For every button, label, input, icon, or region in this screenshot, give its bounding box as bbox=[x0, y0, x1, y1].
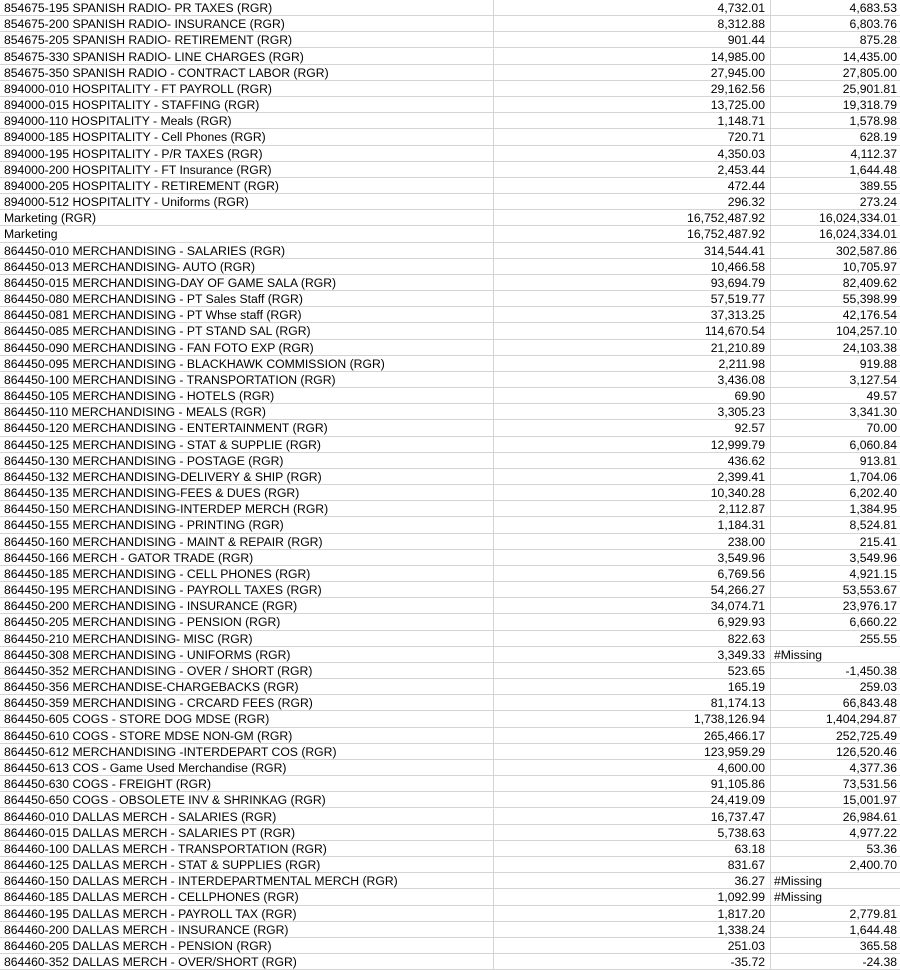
account-label-cell[interactable]: 864450-612 MERCHANDISING -INTERDEPART COS (RGR) bbox=[0, 744, 494, 759]
value-cell-col1[interactable]: 720.71 bbox=[494, 129, 771, 144]
table-row bbox=[0, 97, 900, 113]
table-row bbox=[0, 631, 900, 647]
table-row bbox=[0, 598, 900, 614]
value-cell-col1[interactable]: 13,725.00 bbox=[494, 97, 771, 112]
table-row bbox=[0, 760, 900, 776]
value-cell-col2[interactable]: 919.88 bbox=[859, 356, 897, 371]
table-row bbox=[0, 857, 900, 873]
account-label-cell[interactable]: 894000-195 HOSPITALITY - P/R TAXES (RGR) bbox=[0, 146, 494, 161]
account-label-cell[interactable]: 894000-512 HOSPITALITY - Uniforms (RGR) bbox=[0, 194, 494, 209]
value-cell-col1[interactable]: 3,305.23 bbox=[494, 404, 771, 419]
account-label-cell[interactable]: 864460-195 DALLAS MERCH - PAYROLL TAX (RGR) bbox=[0, 906, 494, 921]
table-row bbox=[0, 582, 900, 598]
value-cell-col2[interactable]: 23,976.17 bbox=[842, 599, 897, 614]
value-cell-col2[interactable]: 4,112.37 bbox=[850, 146, 897, 161]
table-row bbox=[0, 711, 900, 727]
value-cell-col2[interactable]: 875.28 bbox=[859, 33, 897, 48]
table-row bbox=[0, 776, 900, 792]
value-cell-col1[interactable]: 63.18 bbox=[494, 841, 771, 856]
value-cell-col2[interactable]: 53,553.67 bbox=[842, 583, 897, 598]
value-cell-col1[interactable]: 8,312.88 bbox=[494, 16, 771, 31]
account-label-cell[interactable]: 864450-200 MERCHANDISING - INSURANCE (RGR) bbox=[0, 598, 494, 613]
account-label-cell[interactable]: 894000-185 HOSPITALITY - Cell Phones (RGR) bbox=[0, 129, 494, 144]
table-row bbox=[0, 49, 900, 65]
value-cell-col1[interactable]: 1,184.31 bbox=[494, 517, 771, 532]
value-cell-col2[interactable]: 3,127.54 bbox=[849, 372, 897, 387]
value-cell-col2[interactable]: 4,921.15 bbox=[849, 566, 897, 581]
account-label-cell[interactable]: 894000-205 HOSPITALITY - RETIREMENT (RGR) bbox=[0, 178, 494, 193]
account-label-cell[interactable]: 864450-308 MERCHANDISING - UNIFORMS (RGR) bbox=[0, 647, 494, 662]
value-cell-col1[interactable]: 238.00 bbox=[494, 534, 771, 549]
account-label-cell[interactable]: 864450-080 MERCHANDISING - PT Sales Staff (RGR) bbox=[0, 291, 494, 306]
table-row bbox=[0, 323, 900, 339]
value-cell-col2[interactable]: 6,660.22 bbox=[849, 615, 897, 630]
value-cell-col2[interactable]: 2,400.70 bbox=[849, 858, 897, 872]
value-cell-col1[interactable]: 523.65 bbox=[494, 663, 771, 678]
value-cell-col2[interactable]: 259.03 bbox=[859, 680, 897, 695]
value-cell-col2[interactable]: 26,984.61 bbox=[842, 809, 897, 824]
table-row bbox=[0, 420, 900, 436]
table-row bbox=[0, 825, 900, 841]
value-cell-col1[interactable]: 296.32 bbox=[494, 194, 771, 209]
value-cell-col2[interactable]: 1,578.98 bbox=[849, 114, 897, 129]
value-cell-col2[interactable]: 14,435.00 bbox=[842, 49, 897, 64]
value-cell-col1[interactable]: 92.57 bbox=[494, 420, 771, 435]
value-cell-col1[interactable]: 831.67 bbox=[494, 857, 771, 872]
table-row bbox=[0, 129, 900, 145]
value-cell-col1[interactable]: 6,769.56 bbox=[494, 566, 771, 581]
table-row bbox=[0, 113, 900, 129]
value-cell-col1[interactable]: 1,092.99 bbox=[494, 889, 771, 904]
value-cell-col1[interactable]: 1,738,126.94 bbox=[494, 711, 771, 726]
value-cell-col1[interactable]: 10,340.28 bbox=[494, 485, 771, 500]
account-label-cell[interactable]: 864450-100 MERCHANDISING - TRANSPORTATION (RGR) bbox=[0, 372, 494, 387]
value-cell-col1[interactable]: 16,752,487.92 bbox=[494, 226, 771, 241]
value-cell-col1[interactable]: -35.72 bbox=[494, 954, 771, 969]
table-row bbox=[0, 210, 900, 226]
account-label-cell[interactable]: 864450-352 MERCHANDISING - OVER / SHORT (RGR) bbox=[0, 663, 494, 678]
value-cell-col2[interactable]: 49.57 bbox=[866, 389, 897, 404]
account-label-cell[interactable]: 864450-630 COGS - FREIGHT (RGR) bbox=[0, 776, 494, 791]
value-cell-col1[interactable]: 1,817.20 bbox=[494, 906, 771, 921]
table-row bbox=[0, 32, 900, 48]
value-cell-col2[interactable]: 42,176.54 bbox=[842, 308, 897, 323]
table-row bbox=[0, 906, 900, 922]
value-cell-col2[interactable]: 27,805.00 bbox=[842, 65, 897, 80]
table-row bbox=[0, 954, 900, 970]
table-row bbox=[0, 81, 900, 97]
value-cell-col1[interactable]: 91,105.86 bbox=[494, 776, 771, 791]
value-cell-col1[interactable]: 4,732.01 bbox=[494, 0, 771, 15]
value-cell-col2[interactable]: 215.41 bbox=[859, 534, 897, 549]
value-cell-col1[interactable]: 69.90 bbox=[494, 388, 771, 403]
account-label-cell[interactable]: 864460-205 DALLAS MERCH - PENSION (RGR) bbox=[0, 938, 494, 953]
table-row bbox=[0, 275, 900, 291]
table-row bbox=[0, 679, 900, 695]
account-label-cell[interactable]: 864450-013 MERCHANDISING- AUTO (RGR) bbox=[0, 259, 494, 274]
value-cell-col2[interactable]: 389.55 bbox=[859, 178, 897, 193]
account-label-cell[interactable]: 894000-015 HOSPITALITY - STAFFING (RGR) bbox=[0, 97, 494, 112]
account-label-cell[interactable]: 864450-155 MERCHANDISING - PRINTING (RGR) bbox=[0, 517, 494, 532]
account-label-cell[interactable]: 854675-350 SPANISH RADIO - CONTRACT LABOR (RGR) bbox=[0, 65, 494, 80]
value-cell-col1[interactable]: 2,399.41 bbox=[494, 469, 771, 484]
account-label-cell[interactable]: 864450-010 MERCHANDISING - SALARIES (RGR) bbox=[0, 243, 494, 258]
value-cell-col1[interactable]: 2,211.98 bbox=[494, 356, 771, 371]
value-cell-col1[interactable]: 36.27 bbox=[494, 873, 771, 888]
value-cell-col2[interactable]: 1,644.48 bbox=[849, 922, 897, 937]
value-cell-col2[interactable]: 16,024,334.01 bbox=[819, 227, 897, 242]
table-row bbox=[0, 259, 900, 275]
value-cell-col2[interactable]: 53.36 bbox=[866, 841, 897, 856]
table-row bbox=[0, 485, 900, 501]
value-cell-col2[interactable]: 126,520.46 bbox=[836, 744, 897, 759]
table-row bbox=[0, 372, 900, 388]
account-label-cell[interactable]: 864460-200 DALLAS MERCH - INSURANCE (RGR) bbox=[0, 922, 494, 937]
account-label-cell[interactable]: Marketing bbox=[0, 226, 494, 241]
value-cell-col1[interactable]: 93,694.79 bbox=[494, 275, 771, 290]
value-cell-col1[interactable]: 12,999.79 bbox=[494, 437, 771, 452]
table-row bbox=[0, 744, 900, 760]
value-cell-col2[interactable]: 1,404,294.87 bbox=[825, 712, 897, 727]
value-cell-col2[interactable]: 365.58 bbox=[859, 938, 897, 953]
table-row bbox=[0, 809, 900, 825]
value-cell-col1[interactable]: 3,436.08 bbox=[494, 372, 771, 387]
table-row bbox=[0, 728, 900, 744]
value-cell-col1[interactable]: 436.62 bbox=[494, 453, 771, 468]
account-label-cell[interactable]: 864450-105 MERCHANDISING - HOTELS (RGR) bbox=[0, 388, 494, 403]
account-label-cell[interactable]: 864450-613 COS - Game Used Merchandise (RGR) bbox=[0, 760, 494, 775]
account-label-cell[interactable]: 864450-605 COGS - STORE DOG MDSE (RGR) bbox=[0, 711, 494, 726]
table-row bbox=[0, 340, 900, 356]
value-cell-col1[interactable]: 1,148.71 bbox=[494, 113, 771, 128]
value-cell-col2[interactable]: 6,202.40 bbox=[849, 486, 897, 501]
table-row bbox=[0, 566, 900, 582]
table-row bbox=[0, 517, 900, 533]
account-label-cell[interactable]: 854675-200 SPANISH RADIO- INSURANCE (RGR) bbox=[0, 16, 494, 31]
account-label-cell[interactable]: 864460-010 DALLAS MERCH - SALARIES (RGR) bbox=[0, 809, 494, 824]
value-cell-col2[interactable]: #Missing bbox=[774, 890, 823, 905]
value-cell-col1[interactable]: 24,419.09 bbox=[494, 792, 771, 807]
table-row bbox=[0, 501, 900, 517]
value-cell-col2[interactable]: 628.19 bbox=[859, 130, 897, 145]
account-label-cell[interactable]: 864460-150 DALLAS MERCH - INTERDEPARTMENTAL MERCH (RGR) bbox=[0, 873, 494, 888]
table-row bbox=[0, 356, 900, 372]
value-cell-col1[interactable]: 472.44 bbox=[494, 178, 771, 193]
value-cell-col2[interactable]: 252,725.49 bbox=[836, 728, 897, 743]
table-row bbox=[0, 0, 900, 16]
value-cell-col1[interactable]: 1,338.24 bbox=[494, 922, 771, 937]
value-cell-col1[interactable]: 16,737.47 bbox=[494, 809, 771, 824]
value-cell-col1[interactable]: 3,549.96 bbox=[494, 550, 771, 565]
table-row bbox=[0, 437, 900, 453]
account-label-cell[interactable]: 864450-160 MERCHANDISING - MAINT & REPAIR (RGR) bbox=[0, 534, 494, 549]
table-row bbox=[0, 663, 900, 679]
value-cell-col2[interactable]: -1,450.38 bbox=[845, 663, 897, 678]
value-cell-col2[interactable]: 82,409.62 bbox=[842, 275, 897, 290]
value-cell-col2[interactable]: 273.24 bbox=[859, 195, 897, 210]
value-cell-col2[interactable]: 24,103.38 bbox=[842, 340, 897, 355]
value-cell-col1[interactable]: 57,519.77 bbox=[494, 291, 771, 306]
table-row bbox=[0, 534, 900, 550]
value-cell-col1[interactable]: 27,945.00 bbox=[494, 65, 771, 80]
account-label-cell[interactable]: 864450-356 MERCHANDISE-CHARGEBACKS (RGR) bbox=[0, 679, 494, 694]
value-cell-col1[interactable]: 4,350.03 bbox=[494, 146, 771, 161]
table-row bbox=[0, 453, 900, 469]
account-label-cell[interactable]: 864450-081 MERCHANDISING - PT Whse staff (RGR) bbox=[0, 307, 494, 322]
value-cell-col1[interactable]: 5,738.63 bbox=[494, 825, 771, 840]
account-label-cell[interactable]: 864460-015 DALLAS MERCH - SALARIES PT (RGR) bbox=[0, 825, 494, 840]
account-label-cell[interactable]: 894000-200 HOSPITALITY - FT Insurance (RGR) bbox=[0, 162, 494, 177]
value-cell-col2[interactable]: #Missing bbox=[774, 647, 823, 662]
value-cell-col1[interactable]: 2,112.87 bbox=[494, 501, 771, 516]
value-cell-col1[interactable]: 3,349.33 bbox=[494, 647, 771, 662]
table-row bbox=[0, 792, 900, 808]
value-cell-col2[interactable]: 8,524.81 bbox=[849, 518, 897, 533]
value-cell-col2[interactable]: 4,977.22 bbox=[849, 825, 897, 840]
account-label-cell[interactable]: 864450-130 MERCHANDISING - POSTAGE (RGR) bbox=[0, 453, 494, 468]
account-label-cell[interactable]: 864450-095 MERCHANDISING - BLACKHAWK COMMISSION (RGR) bbox=[0, 356, 494, 371]
table-row bbox=[0, 938, 900, 954]
account-label-cell[interactable]: 864450-150 MERCHANDISING-INTERDEP MERCH (RGR) bbox=[0, 501, 494, 516]
value-cell-col2[interactable]: 10,705.97 bbox=[842, 259, 897, 274]
value-cell-col2[interactable]: 6,060.84 bbox=[849, 437, 897, 452]
value-cell-col1[interactable]: 81,174.13 bbox=[494, 695, 771, 710]
value-cell-col2[interactable]: 6,803.76 bbox=[849, 17, 897, 32]
table-row bbox=[0, 194, 900, 210]
value-cell-col2[interactable]: 3,549.96 bbox=[849, 550, 897, 565]
value-cell-col1[interactable]: 4,600.00 bbox=[494, 760, 771, 775]
table-row bbox=[0, 695, 900, 711]
account-label-cell[interactable]: 854675-195 SPANISH RADIO- PR TAXES (RGR) bbox=[0, 0, 494, 15]
value-cell-col2[interactable]: 1,384.95 bbox=[849, 502, 897, 517]
table-row bbox=[0, 162, 900, 178]
table-row bbox=[0, 614, 900, 630]
table-row bbox=[0, 291, 900, 307]
value-cell-col2[interactable]: 302,587.86 bbox=[836, 243, 897, 258]
table-row bbox=[0, 647, 900, 663]
account-label-cell[interactable]: 894000-010 HOSPITALITY - FT PAYROLL (RGR) bbox=[0, 81, 494, 96]
value-cell-col2[interactable]: 1,644.48 bbox=[849, 162, 897, 177]
value-cell-col1[interactable]: 901.44 bbox=[494, 32, 771, 47]
value-cell-col2[interactable]: 4,377.36 bbox=[849, 760, 897, 775]
table-row bbox=[0, 65, 900, 81]
account-label-cell[interactable]: 864450-185 MERCHANDISING - CELL PHONES (RGR) bbox=[0, 566, 494, 581]
value-cell-col2[interactable]: 1,704.06 bbox=[849, 469, 897, 484]
table-row bbox=[0, 873, 900, 889]
value-cell-col1[interactable]: 251.03 bbox=[494, 938, 771, 953]
account-label-cell[interactable]: 864460-185 DALLAS MERCH - CELLPHONES (RGR) bbox=[0, 889, 494, 904]
account-label-cell[interactable]: 864450-120 MERCHANDISING - ENTERTAINMENT (RGR) bbox=[0, 420, 494, 435]
table-row bbox=[0, 243, 900, 259]
table-row bbox=[0, 307, 900, 323]
account-label-cell[interactable]: 864460-100 DALLAS MERCH - TRANSPORTATION (RGR) bbox=[0, 841, 494, 856]
value-cell-col2[interactable]: 25,901.81 bbox=[842, 81, 897, 96]
account-label-cell[interactable]: 864450-195 MERCHANDISING - PAYROLL TAXES (RGR) bbox=[0, 582, 494, 597]
table-row bbox=[0, 550, 900, 566]
value-cell-col1[interactable]: 165.19 bbox=[494, 679, 771, 694]
account-label-cell[interactable]: 864450-610 COGS - STORE MDSE NON-GM (RGR) bbox=[0, 728, 494, 743]
value-cell-col2[interactable]: 3,341.30 bbox=[849, 405, 897, 420]
value-cell-col1[interactable]: 2,453.44 bbox=[494, 162, 771, 177]
account-label-cell[interactable]: 864450-085 MERCHANDISING - PT STAND SAL (RGR) bbox=[0, 323, 494, 338]
account-label-cell[interactable]: 864460-125 DALLAS MERCH - STAT & SUPPLIES (RGR) bbox=[0, 857, 494, 872]
account-label-cell[interactable]: 864450-015 MERCHANDISING-DAY OF GAME SALA (RGR) bbox=[0, 275, 494, 290]
value-cell-col1[interactable]: 10,466.58 bbox=[494, 259, 771, 274]
account-label-cell[interactable]: 864450-110 MERCHANDISING - MEALS (RGR) bbox=[0, 404, 494, 419]
value-cell-col1[interactable]: 265,466.17 bbox=[494, 728, 771, 743]
value-cell-col1[interactable]: 37,313.25 bbox=[494, 307, 771, 322]
table-row bbox=[0, 178, 900, 194]
value-cell-col1[interactable]: 314,544.41 bbox=[494, 243, 771, 258]
table-row bbox=[0, 841, 900, 857]
value-cell-col2[interactable]: 16,024,334.01 bbox=[819, 211, 897, 226]
table-row bbox=[0, 388, 900, 404]
table-row bbox=[0, 16, 900, 32]
table-row bbox=[0, 146, 900, 162]
account-label-cell[interactable]: 864450-166 MERCH - GATOR TRADE (RGR) bbox=[0, 550, 494, 565]
account-label-cell[interactable]: 864450-210 MERCHANDISING- MISC (RGR) bbox=[0, 631, 494, 646]
value-cell-col2[interactable]: -24.38 bbox=[862, 955, 897, 970]
account-label-cell[interactable]: 854675-330 SPANISH RADIO- LINE CHARGES (RGR) bbox=[0, 49, 494, 64]
table-row bbox=[0, 404, 900, 420]
account-label-cell[interactable]: 864460-352 DALLAS MERCH - OVER/SHORT (RGR) bbox=[0, 954, 494, 969]
value-cell-col2[interactable]: 19,318.79 bbox=[842, 98, 897, 113]
value-cell-col1[interactable]: 822.63 bbox=[494, 631, 771, 646]
value-cell-col1[interactable]: 14,985.00 bbox=[494, 49, 771, 64]
value-cell-col2[interactable]: 255.55 bbox=[859, 631, 897, 646]
value-cell-col1[interactable]: 123,959.29 bbox=[494, 744, 771, 759]
account-label-cell[interactable]: 864450-359 MERCHANDISING - CRCARD FEES (RGR) bbox=[0, 695, 494, 710]
value-cell-col2[interactable]: 4,683.53 bbox=[849, 1, 897, 15]
value-cell-col1[interactable]: 34,074.71 bbox=[494, 598, 771, 613]
account-label-cell[interactable]: 864450-125 MERCHANDISING - STAT & SUPPLIE (RGR) bbox=[0, 437, 494, 452]
account-label-cell[interactable]: 894000-110 HOSPITALITY - Meals (RGR) bbox=[0, 113, 494, 128]
value-cell-col2[interactable]: #Missing bbox=[774, 874, 823, 889]
account-label-cell[interactable]: 864450-650 COGS - OBSOLETE INV & SHRINKAG (RGR) bbox=[0, 792, 494, 807]
account-label-cell[interactable]: 854675-205 SPANISH RADIO- RETIREMENT (RGR) bbox=[0, 32, 494, 47]
account-label-cell[interactable]: 864450-132 MERCHANDISING-DELIVERY & SHIP (RGR) bbox=[0, 469, 494, 484]
value-cell-col2[interactable]: 104,257.10 bbox=[836, 324, 897, 339]
account-label-cell[interactable]: Marketing (RGR) bbox=[0, 210, 494, 225]
account-label-cell[interactable]: 864450-090 MERCHANDISING - FAN FOTO EXP (RGR) bbox=[0, 340, 494, 355]
account-label-cell[interactable]: 864450-135 MERCHANDISING-FEES & DUES (RGR) bbox=[0, 485, 494, 500]
value-cell-col2[interactable]: 66,843.48 bbox=[842, 696, 897, 711]
value-cell-col2[interactable]: 913.81 bbox=[859, 453, 897, 468]
value-cell-col1[interactable]: 21,210.89 bbox=[494, 340, 771, 355]
value-cell-col1[interactable]: 6,929.93 bbox=[494, 614, 771, 629]
table-row bbox=[0, 469, 900, 485]
value-cell-col2[interactable]: 15,001.97 bbox=[842, 793, 897, 808]
value-cell-col1[interactable]: 54,266.27 bbox=[494, 582, 771, 597]
value-cell-col1[interactable]: 29,162.56 bbox=[494, 81, 771, 96]
account-label-cell[interactable]: 864450-205 MERCHANDISING - PENSION (RGR) bbox=[0, 614, 494, 629]
table-row bbox=[0, 226, 900, 242]
value-cell-col2[interactable]: 73,531.56 bbox=[842, 777, 897, 792]
value-cell-col2[interactable]: 70.00 bbox=[866, 421, 897, 436]
value-cell-col2[interactable]: 2,779.81 bbox=[849, 906, 897, 921]
table-row bbox=[0, 922, 900, 938]
value-cell-col2[interactable]: 55,398.99 bbox=[842, 292, 897, 307]
value-cell-col1[interactable]: 16,752,487.92 bbox=[494, 210, 771, 225]
value-cell-col1[interactable]: 114,670.54 bbox=[494, 323, 771, 338]
table-row bbox=[0, 889, 900, 905]
